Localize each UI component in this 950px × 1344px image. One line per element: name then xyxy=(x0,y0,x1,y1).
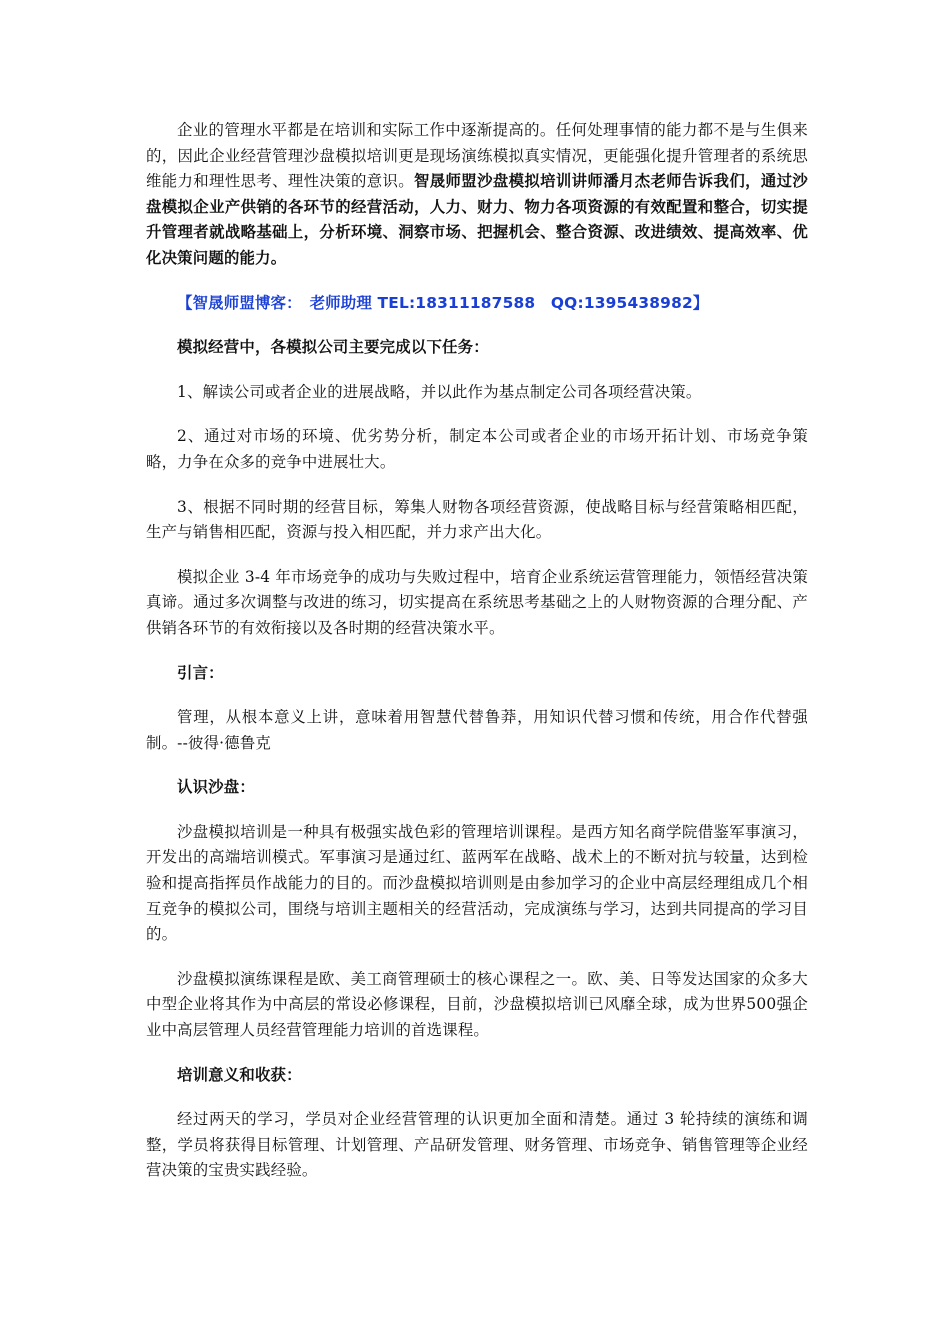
sandbox-heading: 认识沙盘： xyxy=(177,778,255,797)
sandbox-paragraph-1: 沙盘模拟培训是一种具有极强实战色彩的管理培训课程。是西方知名商学院借鉴军事演习，开发出的高端培训模式。军事演习是通过红、蓝两军在战略、战术上的不断对抗与较量，达到检验和提高指挥员作战能力的目的。而沙盘模拟培训则是由参加学习的企业中高层经理组成几个相互竞争的模拟公司，围绕与培训主题相关的经营活动，完成演练与学习，达到共同提高的学习目的。 xyxy=(146,822,808,944)
intro-paragraph xyxy=(146,118,808,272)
gains-heading: 培训意义和收获： xyxy=(177,1065,302,1084)
task-item-1: 1、解读公司或者企业的进展战略，并以此作为基点制定公司各项经营决策。 xyxy=(177,382,702,401)
quote-paragraph: 管理，从根本意义上讲，意味着用智慧代替鲁莽，用知识代替习惯和传统，用合作代替强制。--彼得·德鲁克 xyxy=(146,708,808,752)
sandbox-paragraph-2: 沙盘模拟演练课程是欧、美工商管理硕士的核心课程之一。欧、美、日等发达国家的众多大中型企业将其作为中高层的常设必修课程，目前，沙盘模拟培训已风靡全球，成为世界500强企业中高层管理人员经营管理能力培训的首选课程。 xyxy=(146,969,808,1040)
tasks-heading: 模拟经营中，各模拟公司主要完成以下任务： xyxy=(177,338,489,357)
intro-bold-text: 智晟师盟沙盘模拟培训讲师潘月杰老师告诉我们，通过沙盘模拟企业产供销的各环节的经营活动，人力、财力、物力各项资源的有效配置和整合，切实提升管理者就战略基础上，分析环境、洞察市场、把握机会、整合资源、改进绩效、提高效率、优化决策问题的能力。 xyxy=(146,172,808,267)
task-item-2: 2、通过对市场的环境、优劣势分析，制定本公司或者企业的市场开拓计划、市场竞争策略，力争在众多的竞争中进展壮大。 xyxy=(146,427,808,471)
task-item-3: 3、根据不同时期的经营目标，筹集人财物各项经营资源，使战略目标与经营策略相匹配，生产与销售相匹配，资源与投入相匹配，并力求产出大化。 xyxy=(146,497,808,542)
contact-line: 【智晟师盟博客： 老师助理 TEL:18311187588 QQ:1395438982】 xyxy=(177,293,709,312)
document-page xyxy=(146,118,808,1203)
simulation-paragraph: 模拟企业 3-4 年市场竞争的成功与失败过程中，培育企业系统运营管理能力，领悟经营决策真谛。通过多次调整与改进的练习，切实提高在系统思考基础之上的人财物资源的合理分配、产供销各环节的有效衔接以及各时期的经营决策水平。 xyxy=(146,567,808,637)
intro-heading: 引言： xyxy=(177,663,224,682)
intro-text: 企业的管理水平都是在培训和实际工作中逐渐提高的。任何处理事情的能力都不是与生俱来的，因此企业经营管理沙盘模拟培训更是现场演练模拟真实情况，更能强化提升管理者的系统思维能力和理性思考、理性决策的意识。 xyxy=(146,121,808,191)
gains-paragraph: 经过两天的学习，学员对企业经营管理的认识更加全面和清楚。通过 3 轮持续的演练和调整，学员将获得目标管理、计划管理、产品研发管理、财务管理、市场竞争、销售管理等企业经营决策的宝贵实践经验。 xyxy=(146,1110,808,1180)
